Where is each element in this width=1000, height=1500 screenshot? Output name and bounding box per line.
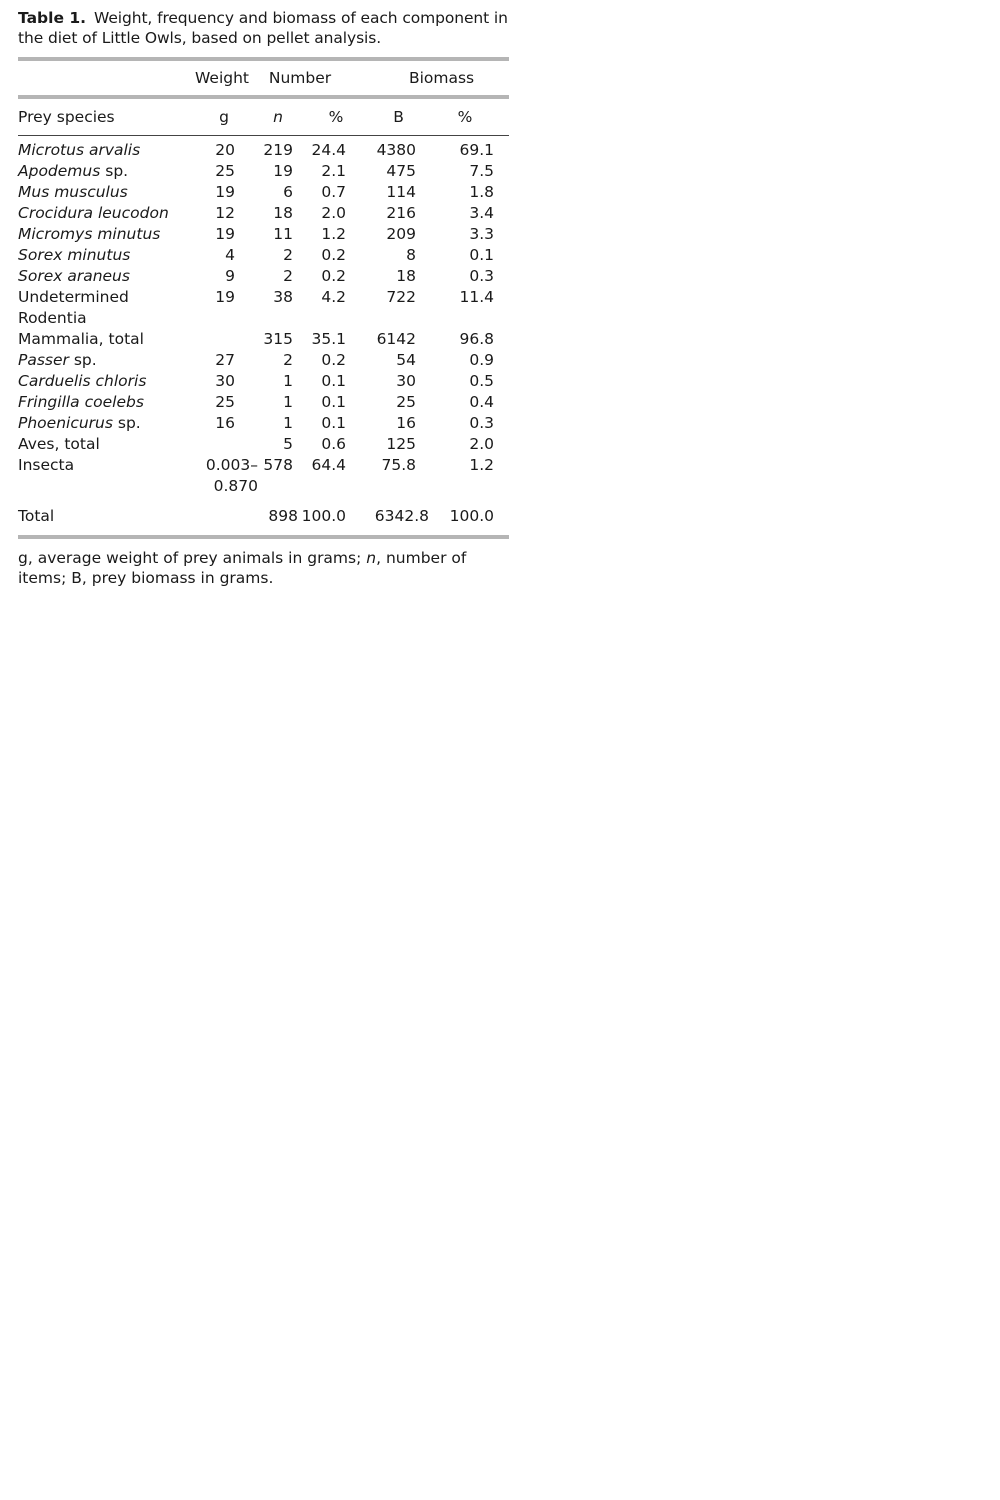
cell-g: 12 [215, 204, 235, 222]
cell-b: 30 [396, 372, 417, 390]
cell-pct: 0.1 [321, 414, 347, 432]
prey-species-name: Microtus arvalis [18, 141, 141, 159]
total-b: 6342.8 [374, 507, 430, 525]
cell-bpct: 0.1 [469, 246, 495, 264]
table-row [18, 224, 509, 245]
prey-species-cell [18, 434, 186, 455]
cell-pct: 0.1 [321, 372, 347, 390]
prey-species-name: Carduelis chloris [18, 372, 147, 390]
cell-g [186, 329, 258, 350]
prey-species-cell [18, 287, 186, 329]
prey-species-cell [18, 245, 186, 266]
prey-species-cell [18, 455, 186, 497]
cell-n: 1 [283, 372, 293, 390]
prey-species-cell [18, 161, 186, 182]
prey-species-name: Sorex araneus [18, 267, 130, 285]
cell-g: 20 [215, 141, 235, 159]
cell-g: 0.003– 0.870 [205, 456, 258, 495]
cell-pct: 0.2 [321, 246, 347, 264]
prey-species-name: Crocidura leucodon [18, 204, 169, 222]
footnote-part2: , number of items; B, prey biomass in grams. [18, 549, 467, 587]
table-row [18, 329, 509, 350]
cell-g [186, 434, 258, 455]
prey-species-name: Insecta [18, 456, 75, 474]
cell-n: 18 [273, 204, 293, 222]
cell-bpct: 2.0 [469, 435, 495, 453]
cell-pct: 0.2 [321, 351, 347, 369]
table-row [18, 371, 509, 392]
cell-b: 475 [386, 162, 417, 180]
cell-bpct: 0.9 [469, 351, 495, 369]
cell-pct: 0.1 [321, 393, 347, 411]
cell-n: 1 [283, 414, 293, 432]
prey-species-name: Fringilla coelebs [18, 393, 144, 411]
cell-pct: 0.6 [321, 435, 347, 453]
group-header-row [18, 61, 509, 95]
cell-bpct: 96.8 [459, 330, 495, 348]
cell-b: 125 [386, 435, 417, 453]
table-row [18, 434, 509, 455]
cell-b: 216 [386, 204, 417, 222]
cell-b: 722 [386, 288, 417, 306]
prey-species-name: Sorex minutus [18, 246, 131, 264]
cell-pct: 0.7 [321, 183, 347, 201]
prey-species-cell [18, 224, 186, 245]
cell-g: 27 [215, 351, 235, 369]
group-header-biomass: Biomass [408, 69, 475, 87]
table-row [18, 287, 509, 329]
table-row [18, 392, 509, 413]
cell-g: 25 [215, 393, 235, 411]
cell-g: 19 [215, 183, 235, 201]
col-header-pct-number: % [328, 108, 344, 126]
cell-g: 4 [225, 246, 235, 264]
total-bpct: 100.0 [449, 507, 495, 525]
cell-pct: 2.0 [321, 204, 347, 222]
cell-b: 114 [386, 183, 417, 201]
table-caption [18, 8, 509, 48]
table-row [18, 413, 509, 434]
sub-header-row [18, 99, 509, 135]
col-header-species: Prey species [18, 108, 115, 126]
cell-n: 219 [263, 141, 293, 159]
cell-n: 578 [263, 456, 293, 474]
total-g [186, 497, 258, 535]
group-header-blank [18, 61, 186, 95]
prey-species-name: Mus musculus [18, 183, 128, 201]
cell-g: 9 [225, 267, 235, 285]
cell-pct: 2.1 [321, 162, 347, 180]
table-figure [18, 8, 509, 604]
prey-species-cell [18, 266, 186, 287]
prey-species-suffix: sp. [112, 414, 141, 432]
cell-b: 75.8 [381, 456, 417, 474]
cell-pct: 64.4 [311, 456, 347, 474]
cell-bpct: 0.3 [469, 267, 495, 285]
prey-species-cell [18, 329, 186, 350]
table-row [18, 161, 509, 182]
table-row [18, 182, 509, 203]
table-footnote [18, 548, 509, 588]
cell-n: 2 [283, 246, 293, 264]
table-row [18, 245, 509, 266]
cell-pct: 1.2 [321, 225, 347, 243]
group-header-number: Number [268, 69, 332, 87]
cell-bpct: 0.3 [469, 414, 495, 432]
cell-pct: 35.1 [311, 330, 347, 348]
diet-table [18, 61, 509, 535]
prey-species-cell [18, 182, 186, 203]
cell-b: 4380 [376, 141, 417, 159]
table-body [18, 136, 509, 497]
col-header-n: n [273, 108, 283, 126]
prey-species-cell [18, 350, 186, 371]
prey-species-name: Passer [18, 351, 69, 369]
cell-n: 2 [283, 351, 293, 369]
cell-b: 54 [396, 351, 417, 369]
cell-b: 25 [396, 393, 417, 411]
col-header-pct-biomass: % [457, 108, 473, 126]
footnote-part1: g, average weight of prey animals in grams; [18, 549, 367, 567]
cell-g: 30 [215, 372, 235, 390]
cell-g: 19 [215, 225, 235, 243]
prey-species-suffix: sp. [68, 351, 97, 369]
col-header-g: g [219, 108, 229, 126]
cell-g: 16 [215, 414, 235, 432]
caption-text: Weight, frequency and biomass of each component in the diet of Little Owls, based on pellet analysis. [18, 9, 508, 47]
table-label: Table 1. [18, 9, 87, 27]
cell-n: 6 [283, 183, 293, 201]
col-header-b: B [393, 108, 404, 126]
group-header-weight: Weight [194, 69, 249, 87]
table-row [18, 203, 509, 224]
prey-species-name: Apodemus [18, 162, 101, 180]
prey-species-cell [18, 136, 186, 161]
cell-bpct: 11.4 [459, 288, 495, 306]
total-label: Total [18, 507, 55, 525]
cell-bpct: 3.4 [469, 204, 495, 222]
cell-n: 2 [283, 267, 293, 285]
cell-n: 19 [273, 162, 293, 180]
cell-b: 8 [406, 246, 417, 264]
total-row [18, 497, 509, 535]
cell-b: 6142 [376, 330, 417, 348]
cell-n: 5 [283, 435, 293, 453]
cell-bpct: 69.1 [459, 141, 495, 159]
table-row [18, 350, 509, 371]
footnote-n-symbol: n [366, 549, 377, 567]
cell-g: 19 [215, 288, 235, 306]
cell-bpct: 3.3 [469, 225, 495, 243]
cell-pct: 4.2 [321, 288, 347, 306]
cell-b: 16 [396, 414, 417, 432]
prey-species-name: Phoenicurus [18, 414, 113, 432]
prey-species-name: Undetermined Rodentia [18, 288, 129, 327]
prey-species-cell [18, 203, 186, 224]
cell-n: 315 [263, 330, 293, 348]
total-pct: 100.0 [301, 507, 347, 525]
cell-pct: 24.4 [311, 141, 347, 159]
cell-b: 209 [386, 225, 417, 243]
table-row [18, 136, 509, 161]
bottom-rule [18, 535, 509, 539]
cell-bpct: 7.5 [469, 162, 495, 180]
cell-pct: 0.2 [321, 267, 347, 285]
prey-species-name: Mammalia, total [18, 330, 144, 348]
cell-bpct: 1.2 [469, 456, 495, 474]
cell-b: 18 [396, 267, 417, 285]
cell-n: 1 [283, 393, 293, 411]
prey-species-cell [18, 413, 186, 434]
cell-n: 38 [273, 288, 293, 306]
cell-g: 25 [215, 162, 235, 180]
total-n: 898 [268, 507, 298, 525]
table-row [18, 266, 509, 287]
cell-bpct: 0.4 [469, 393, 495, 411]
cell-bpct: 0.5 [469, 372, 495, 390]
cell-n: 11 [273, 225, 293, 243]
prey-species-suffix: sp. [100, 162, 129, 180]
table-row [18, 455, 509, 497]
cell-bpct: 1.8 [469, 183, 495, 201]
prey-species-cell [18, 392, 186, 413]
prey-species-name: Aves, total [18, 435, 100, 453]
prey-species-cell [18, 371, 186, 392]
prey-species-name: Micromys minutus [18, 225, 161, 243]
